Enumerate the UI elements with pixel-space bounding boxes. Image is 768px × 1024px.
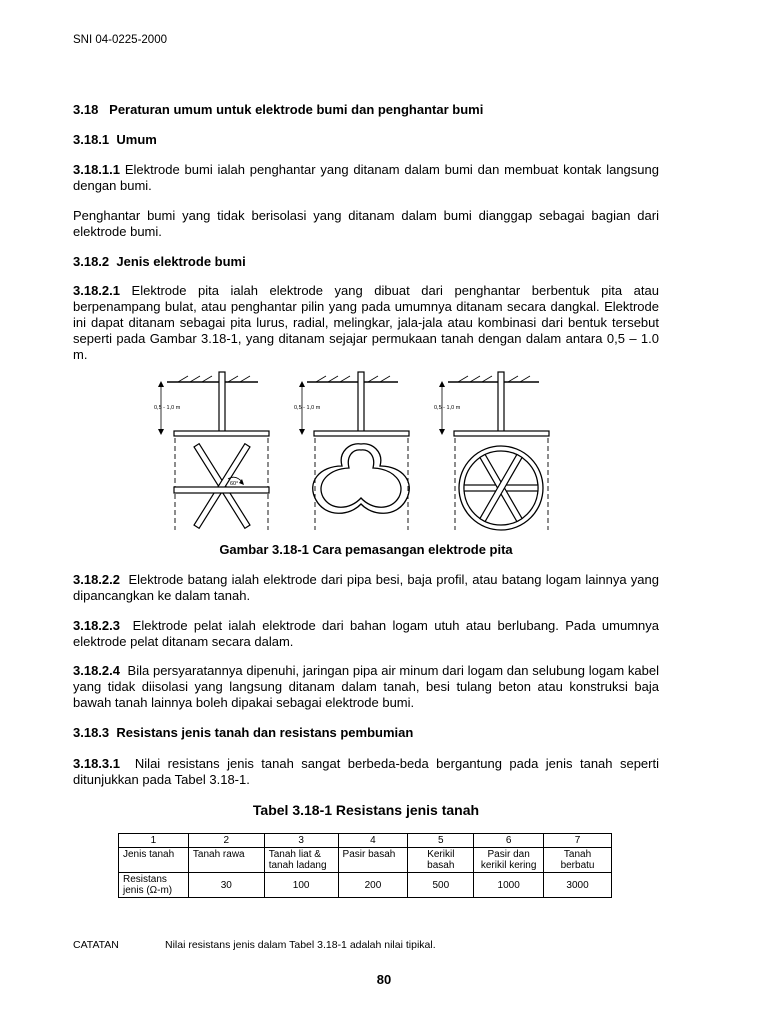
- paragraph-number: 3.18.1.1: [73, 162, 120, 177]
- column-number: 5: [408, 834, 474, 848]
- paragraph-number: 3.18.3.1: [73, 756, 120, 771]
- paragraph-text: Elektrode batang ialah elektrode dari pipa besi, baja profil, atau batang logam lainnya yang dipancangkan ke dalam tanah.: [73, 572, 659, 603]
- table-note-text: Nilai resistans jenis dalam Tabel 3.18-1 adalah nilai tipikal.: [165, 939, 436, 951]
- table-cell: Tanah liat & tanah ladang: [264, 848, 338, 873]
- table-row-soil-type: [119, 848, 612, 873]
- table-cell: Kerikil basah: [408, 848, 474, 873]
- table-caption: Tabel 3.18-1 Resistans jenis tanah: [252, 802, 480, 818]
- table-cell: Pasir basah: [338, 848, 408, 873]
- angle-label: 60°: [230, 481, 239, 487]
- column-number: 1: [119, 834, 189, 848]
- section-number: 3.18: [73, 102, 99, 117]
- paragraph-number: 3.18.2.4: [73, 663, 120, 678]
- figure-straight-strip: [154, 372, 269, 530]
- row-label: Resistans jenis (Ω-m): [119, 873, 189, 898]
- depth-label: 0,5 - 1,0 m: [294, 405, 321, 411]
- column-number: 3: [264, 834, 338, 848]
- depth-label: 0,5 - 1,0 m: [434, 405, 461, 411]
- column-number: 6: [474, 834, 544, 848]
- paragraph-number: 3.18.2.2: [73, 572, 120, 587]
- paragraph-text: Elektrode bumi ialah penghantar yang ditanam dalam bumi dan membuat kontak langsung dengan bumi.: [73, 162, 659, 193]
- section-3-18-1-heading: [73, 132, 157, 147]
- figure-trefoil-strip: [294, 372, 409, 530]
- figure-wheel-strip: [434, 372, 549, 530]
- section-title: Resistans jenis tanah dan resistans pembumian: [116, 725, 414, 740]
- paragraph-3-18-1-1: [73, 162, 659, 194]
- paragraph-number: 3.18.2.1: [73, 283, 120, 298]
- section-title: Peraturan umum untuk elektrode bumi dan penghantar bumi: [109, 102, 484, 117]
- section-3-18-heading: [73, 102, 483, 117]
- section-title: Umum: [116, 132, 157, 147]
- table-cell: 100: [264, 873, 338, 898]
- paragraph-text: Bila persyaratannya dipenuhi, jaringan pipa air minum dari logam dan selubung logam kabel yang tidak diisolasi yang langsung ditanam dalam tanah, besi tulang beton atau konstruksi baja bawah tanah lainnya boleh dipakai sebagai elektrode bumi.: [73, 663, 659, 710]
- section-3-18-2-heading: [73, 254, 246, 269]
- row-label: Jenis tanah: [119, 848, 189, 873]
- table-cell: Tanah berbatu: [544, 848, 612, 873]
- figure-caption: Gambar 3.18-1 Cara pemasangan elektrode pita: [219, 542, 513, 557]
- column-number: 7: [544, 834, 612, 848]
- paragraph-3-18-3-1: [73, 756, 659, 788]
- section-number: 3.18.2: [73, 254, 110, 269]
- table-note-label: CATATAN: [73, 939, 119, 951]
- document-header: SNI 04-0225-2000: [73, 34, 167, 46]
- table-cell: 500: [408, 873, 474, 898]
- table-cell: 1000: [474, 873, 544, 898]
- table-cell: 200: [338, 873, 408, 898]
- paragraph-text: Elektrode pita ialah elektrode yang dibuat dari penghantar berbentuk pita atau berpenampang bulat, atau penghantar pilin yang pada umumnya ditanam secara dangkal. Elektrode ini dapat ditanam sebagai pita lurus, radial, melingkar, jala-jala atau kombinasi dari bentuk tersebut seperti pada Gambar 3.18-1, yang ditanam sejajar permukaan tanah dengan dalam antara 0,5 – 1.0 m.: [73, 283, 659, 362]
- paragraph-3-18-2-1: [73, 283, 659, 363]
- paragraph-3-18-2-2: [73, 572, 659, 604]
- paragraph-3-18-2-3: [73, 618, 659, 650]
- section-number: 3.18.1: [73, 132, 110, 147]
- soil-resistivity-table: [118, 833, 612, 898]
- section-number: 3.18.3: [73, 725, 110, 740]
- page-number: 80: [376, 972, 392, 987]
- column-number: 4: [338, 834, 408, 848]
- table-cell: 30: [188, 873, 264, 898]
- depth-label: 0,5 - 1,0 m: [154, 405, 181, 411]
- paragraph-penghantar-bumi: Penghantar bumi yang tidak berisolasi yang ditanam dalam bumi dianggap sebagai bagian dari elektrode bumi.: [73, 208, 659, 239]
- paragraph-3-18-2-4: [73, 663, 659, 711]
- table-cell: Pasir dan kerikil kering: [474, 848, 544, 873]
- table-cell: 3000: [544, 873, 612, 898]
- section-3-18-3-heading: [73, 725, 413, 740]
- table-header-row: [119, 834, 612, 848]
- table-row-resistivity: [119, 873, 612, 898]
- paragraph-text: Elektrode pelat ialah elektrode dari bahan logam utuh atau berlubang. Pada umumnya elektrode pelat ditanam secara dalam.: [73, 618, 659, 649]
- electrode-installation-figure: [140, 370, 580, 540]
- section-title: Jenis elektrode bumi: [116, 254, 246, 269]
- paragraph-text: Nilai resistans jenis tanah sangat berbeda-beda bergantung pada jenis tanah seperti ditunjukkan pada Tabel 3.18-1.: [73, 756, 659, 787]
- paragraph-number: 3.18.2.3: [73, 618, 120, 633]
- column-number: 2: [188, 834, 264, 848]
- table-cell: Tanah rawa: [188, 848, 264, 873]
